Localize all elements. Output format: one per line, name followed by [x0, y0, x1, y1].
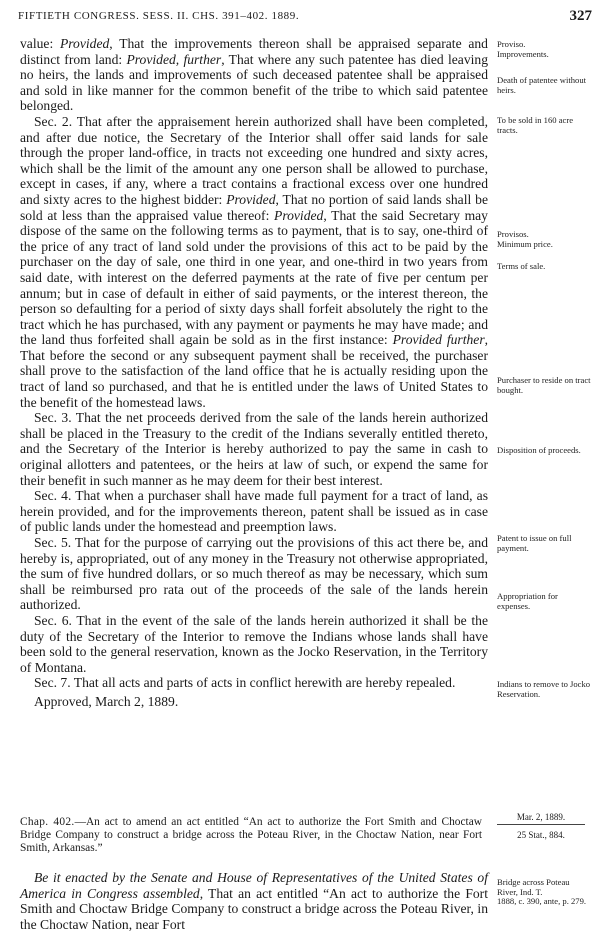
italic-run: Provided [274, 207, 324, 223]
section-5: Sec. 5. That for the purpose of carrying out the provisions of this act there be, and hereby is, appropriated, out of any money in the Treasury not otherwise appropriated, the sum of five hundred dollars, or so much thereof as may be necessary, which sum shall be reimbursed pro rata out of the proceeds of the sale of the lands herein authorized. [20, 535, 488, 613]
margin-note-sold-tracts: To be sold in 160 acre tracts. [497, 115, 574, 135]
margin-note-terms: Terms of sale. [497, 261, 546, 271]
text-run: value: [20, 36, 60, 51]
section-3: Sec. 3. That the net proceeds derived from the sale of the lands herein authorized shall be placed in the Treasury to the credit of the Indians severally entitled thereto, and the Secretary of the Interior is hereby authorized to pay the same in cash to original allotters and patentees, or the heirs at law of such, or expend the same for their benefit in such manner as he may deem for their best interest. [20, 410, 488, 488]
margin-note-text: Bridge across Poteau River, Ind. T. [497, 877, 570, 897]
page-number: 327 [569, 8, 592, 24]
margin-note-purchaser-reside: Purchaser to reside on tract bought. [497, 375, 591, 395]
margin-note-appropriation: Appropriation for expenses. [497, 591, 558, 611]
running-header [18, 8, 592, 28]
margin-note-death: Death of patentee without heirs. [497, 75, 587, 95]
margin-note-proviso [497, 40, 592, 59]
running-title: FIFTIETH CONGRESS. SESS. II. CHS. 391–402. 1889. [18, 10, 300, 22]
margin-note-bridge [497, 878, 592, 907]
margin-note-text: Improvements. [497, 48, 549, 59]
text-run: , That where any such patentee has died leaving no heirs, the lands and improvements of such deceased patentee shall be appraised and sold in like manner for the common benefit of the tribe to which said patentee belonged. [20, 51, 489, 114]
text-run: Sec. 2. That after the appraisement herein authorized shall have been completed, and after due notice, the Secretary of the Interior shall offer said lands for sale through the proper land-office, in tracts not exceeding one hundred and sixty acres, which shall be the limit of the amount any one person shall be allowed to purchase, except in cases, if any, where a tract contains a fractional excess over one hundred and sixty acres to the highest bidder: [20, 113, 488, 207]
statute-citation: 25 Stat., 884. [517, 830, 565, 840]
chapter-date-note [497, 812, 585, 841]
text-run: , That before the second or any subsequent payment shall be received, the purchaser shall prove to the satisfaction of the land office that he is actually residing upon the tract of land so purchased, and that he is entitled under the laws of United States to the benefit of the homestead laws. [20, 332, 489, 410]
margin-note-provisos [497, 230, 592, 249]
main-body [20, 36, 488, 710]
section-7: Sec. 7. That all acts and parts of acts in conflict herewith are hereby repealed. [34, 675, 456, 691]
margin-note-patent: Patent to issue on full payment. [497, 533, 572, 553]
chapter-label: Chap. 402. [20, 816, 75, 828]
section-2 [20, 114, 488, 410]
chapter-heading [20, 816, 482, 855]
margin-note-text: Proviso. [497, 39, 526, 49]
text-run: , That the said Secretary may dispose of the same on the following terms as to payment, that is to say, one-third of the price of any tract of land sold under the provisions of this act to be paid by the purchaser on the day of sale, one third in one year, and one-third in two years from said date, with interest on the deferred payments at the rate of five per centum per annum; but in case of default in either of said payments, or the interest thereon, the person so defaulting for a period of sixty days shall forfeit absolutely the right to the tract which he has purchased, with any payment or payments he may have made; and the land thus forfeited shall again be sold as in the first instance: [20, 207, 488, 348]
section-4: Sec. 4. That when a purchaser shall have made full payment for a tract of land, as herein provided, and for the improvements thereon, patent shall be issued as in case of public lands under the homestead and preemption laws. [20, 488, 488, 535]
chapter-date: Mar. 2, 1889. [497, 812, 585, 825]
margin-note-text: 1888, c. 390, ante, p. 279. [497, 896, 587, 907]
margin-note-text: Provisos. [497, 229, 529, 239]
margin-note-indians-remove: Indians to remove to Jocko Reservation. [497, 679, 591, 699]
margin-note-disposition: Disposition of proceeds. [497, 445, 581, 455]
italic-run: Provided further [392, 332, 485, 348]
chapter-title: —An act to amend an act entitled “An act to authorize the Fort Smith and Choctaw Bridge Company to construct a bridge across the Poteau River, in the Choctaw Nation, near Fort Smith, Arkansas.” [20, 816, 482, 854]
enacting-paragraph [20, 870, 488, 932]
text-run: , That no portion of said lands shall be sold at less than the appraised value thereof: [20, 191, 488, 223]
text-run: , That the improvements thereon shall be appraised separate and distinct from land: [20, 36, 488, 67]
italic-run: Be it enacted by the Senate and House of Representatives of the United States of America in Congress assembled [20, 870, 488, 901]
margin-note-text: Minimum price. [497, 238, 553, 249]
italic-run: Provided [59, 36, 110, 51]
italic-run: Provided, further [126, 51, 222, 67]
italic-run: Provided [226, 191, 276, 207]
text-run: , That an act entitled “An act to authorize the Fort Smith and Choctaw Bridge Company to construct a bridge across the Poteau River, in the Choctaw Nation, near Fort [20, 885, 488, 932]
intro-paragraph [20, 36, 488, 114]
section-6: Sec. 6. That in the event of the sale of the lands herein authorized it shall be the duty of the Secretary of the Interior to remove the Indians whose lands shall have been sold to the general reservation, known as the Jocko Reservation, in the Territory of Montana. [20, 612, 488, 675]
approved-line: Approved, March 2, 1889. [34, 693, 179, 709]
enacting-clause [20, 870, 488, 932]
